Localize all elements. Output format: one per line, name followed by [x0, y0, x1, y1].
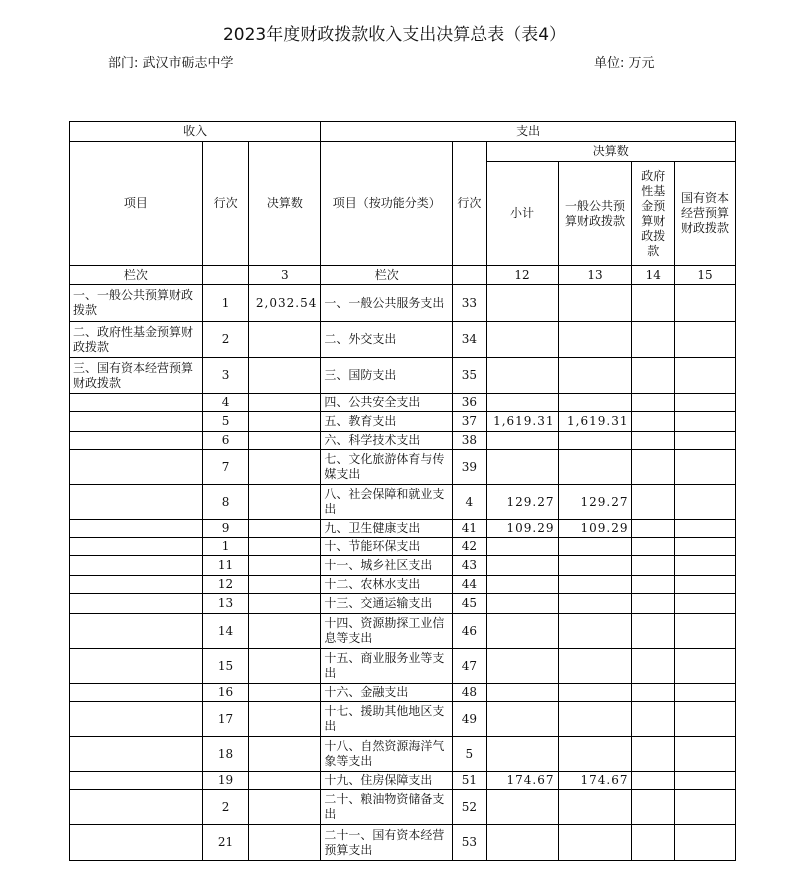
general-budget-cell	[558, 684, 632, 702]
subtotal-cell	[486, 576, 558, 594]
general-budget-cell: 109.29	[558, 520, 632, 538]
function-row-cell: 46	[453, 614, 486, 649]
subtotal-cell: 1,619.31	[486, 412, 558, 432]
subtotal-cell	[486, 358, 558, 394]
fund-budget-cell	[632, 649, 675, 684]
amount-cell	[249, 684, 321, 702]
income-item-cell	[70, 576, 203, 594]
amount-cell: 2,032.54	[249, 285, 321, 322]
table-row	[70, 649, 736, 684]
function-row-cell: 42	[453, 538, 486, 556]
function-item-cell: 十、节能环保支出	[321, 538, 453, 556]
state-capital-cell	[675, 432, 736, 450]
income-item-cell	[70, 772, 203, 790]
page-title: 2023年度财政拨款收入支出决算总表（表4）	[222, 25, 567, 45]
state-capital-cell	[675, 538, 736, 556]
amount-cell	[249, 790, 321, 825]
function-item-cell: 十七、援助其他地区支出	[321, 702, 453, 737]
fund-budget-cell	[632, 594, 675, 614]
function-row-cell: 51	[453, 772, 486, 790]
function-row-cell: 45	[453, 594, 486, 614]
income-item-cell: 三、国有资本经营预算财政拨款	[70, 358, 203, 394]
general-budget-cell	[558, 358, 632, 394]
fund-budget-cell	[632, 614, 675, 649]
state-capital-cell	[675, 520, 736, 538]
general-budget-cell	[558, 594, 632, 614]
income-item-cell	[70, 702, 203, 737]
fund-budget-cell	[632, 825, 675, 861]
function-item-cell: 八、社会保障和就业支出	[321, 485, 453, 520]
fund-budget-cell	[632, 432, 675, 450]
fund-budget-cell	[632, 790, 675, 825]
row-number-cell: 15	[202, 649, 249, 684]
general-budget-cell	[558, 394, 632, 412]
general-budget-cell	[558, 576, 632, 594]
general-budget-cell	[558, 790, 632, 825]
amount-cell	[249, 432, 321, 450]
subtotal-cell	[486, 614, 558, 649]
table-row	[70, 737, 736, 772]
function-item-cell: 十五、商业服务业等支出	[321, 649, 453, 684]
income-item-cell: 一、一般公共预算财政拨款	[70, 285, 203, 322]
income-header: 收入	[70, 122, 321, 142]
fund-budget-cell	[632, 394, 675, 412]
subtotal-cell	[486, 594, 558, 614]
function-item-cell: 二十、粮油物资储备支出	[321, 790, 453, 825]
fund-budget-cell	[632, 576, 675, 594]
amount-cell	[249, 485, 321, 520]
state-capital-cell	[675, 594, 736, 614]
function-row-cell: 43	[453, 556, 486, 576]
table-row	[70, 322, 736, 358]
subtotal-cell: 129.27	[486, 485, 558, 520]
fund-budget-cell	[632, 412, 675, 432]
fund-budget-cell	[632, 450, 675, 485]
table-row	[70, 450, 736, 485]
function-row-cell: 53	[453, 825, 486, 861]
table-row	[70, 394, 736, 412]
table-row	[70, 772, 736, 790]
fund-budget-cell	[632, 684, 675, 702]
general-budget-cell: 129.27	[558, 485, 632, 520]
table-row	[70, 790, 736, 825]
col-amount-header: 决算数	[249, 142, 321, 266]
state-capital-cell	[675, 450, 736, 485]
amount-cell	[249, 412, 321, 432]
row-number-cell: 7	[202, 450, 249, 485]
fund-budget-cell	[632, 322, 675, 358]
function-item-cell: 六、科学技术支出	[321, 432, 453, 450]
function-item-cell: 三、国防支出	[321, 358, 453, 394]
lanci-c13: 13	[558, 266, 632, 285]
fund-budget-cell	[632, 772, 675, 790]
amount-cell	[249, 520, 321, 538]
fund-budget-cell	[632, 737, 675, 772]
general-budget-cell	[558, 322, 632, 358]
amount-cell	[249, 322, 321, 358]
lanci-c14: 14	[632, 266, 675, 285]
subtotal-cell	[486, 556, 558, 576]
lanci-amount-index: 3	[249, 266, 321, 285]
state-capital-cell	[675, 322, 736, 358]
amount-cell	[249, 538, 321, 556]
income-item-cell	[70, 737, 203, 772]
subtotal-cell	[486, 322, 558, 358]
row-number-cell: 8	[202, 485, 249, 520]
table-row	[70, 520, 736, 538]
row-number-cell: 19	[202, 772, 249, 790]
income-item-cell	[70, 538, 203, 556]
income-item-cell	[70, 825, 203, 861]
amount-cell	[249, 358, 321, 394]
col-state-header: 国有资本经营预算财政拨款	[675, 162, 736, 266]
income-item-cell	[70, 594, 203, 614]
income-item-cell	[70, 649, 203, 684]
income-item-cell	[70, 394, 203, 412]
amount-cell	[249, 576, 321, 594]
state-capital-cell	[675, 485, 736, 520]
row-number-cell: 1	[202, 285, 249, 322]
table-row	[70, 556, 736, 576]
row-number-cell: 9	[202, 520, 249, 538]
col-subtotal-header: 小计	[486, 162, 558, 266]
lanci-label-right: 栏次	[321, 266, 453, 285]
state-capital-cell	[675, 556, 736, 576]
general-budget-cell: 174.67	[558, 772, 632, 790]
income-item-cell	[70, 485, 203, 520]
state-capital-cell	[675, 772, 736, 790]
lanci-c15: 15	[675, 266, 736, 285]
col-func-item-header: 项目（按功能分类）	[321, 142, 453, 266]
fund-budget-cell	[632, 485, 675, 520]
function-row-cell: 47	[453, 649, 486, 684]
state-capital-cell	[675, 285, 736, 322]
income-item-cell	[70, 520, 203, 538]
general-budget-cell	[558, 649, 632, 684]
function-item-cell: 十六、金融支出	[321, 684, 453, 702]
function-item-cell: 十二、农林水支出	[321, 576, 453, 594]
general-budget-cell	[558, 538, 632, 556]
function-item-cell: 二十一、国有资本经营预算支出	[321, 825, 453, 861]
row-number-cell: 4	[202, 394, 249, 412]
row-number-cell: 3	[202, 358, 249, 394]
subtotal-cell	[486, 450, 558, 485]
amount-cell	[249, 772, 321, 790]
row-number-cell: 16	[202, 684, 249, 702]
general-budget-cell: 1,619.31	[558, 412, 632, 432]
function-item-cell: 九、卫生健康支出	[321, 520, 453, 538]
state-capital-cell	[675, 412, 736, 432]
income-item-cell	[70, 556, 203, 576]
function-row-cell: 35	[453, 358, 486, 394]
row-number-cell: 5	[202, 412, 249, 432]
income-item-cell	[70, 432, 203, 450]
state-capital-cell	[675, 394, 736, 412]
subtotal-cell	[486, 285, 558, 322]
table-row	[70, 538, 736, 556]
income-item-cell	[70, 684, 203, 702]
function-row-cell: 44	[453, 576, 486, 594]
lanci-label-left: 栏次	[70, 266, 203, 285]
subtotal-cell	[486, 790, 558, 825]
col-item-header: 项目	[70, 142, 203, 266]
state-capital-cell	[675, 576, 736, 594]
amount-cell	[249, 825, 321, 861]
row-number-cell: 13	[202, 594, 249, 614]
state-capital-cell	[675, 614, 736, 649]
function-row-cell: 33	[453, 285, 486, 322]
function-row-cell: 52	[453, 790, 486, 825]
table-row	[70, 684, 736, 702]
general-budget-cell	[558, 702, 632, 737]
row-number-cell: 1	[202, 538, 249, 556]
table-row	[70, 576, 736, 594]
subtotal-cell	[486, 684, 558, 702]
general-budget-cell	[558, 556, 632, 576]
state-capital-cell	[675, 790, 736, 825]
lanci-c12: 12	[486, 266, 558, 285]
function-item-cell: 七、文化旅游体育与传媒支出	[321, 450, 453, 485]
decision-count-header: 决算数	[486, 142, 735, 162]
income-item-cell: 二、政府性基金预算财政拨款	[70, 322, 203, 358]
function-row-cell: 49	[453, 702, 486, 737]
subtotal-cell: 174.67	[486, 772, 558, 790]
table-row	[70, 614, 736, 649]
state-capital-cell	[675, 702, 736, 737]
row-number-cell: 2	[202, 790, 249, 825]
function-item-cell: 一、一般公共服务支出	[321, 285, 453, 322]
fund-budget-cell	[632, 556, 675, 576]
subtotal-cell	[486, 649, 558, 684]
fund-budget-cell	[632, 358, 675, 394]
amount-cell	[249, 614, 321, 649]
function-item-cell: 五、教育支出	[321, 412, 453, 432]
col-row2-header: 行次	[453, 142, 486, 266]
amount-cell	[249, 594, 321, 614]
subtotal-cell: 109.29	[486, 520, 558, 538]
fund-budget-cell	[632, 538, 675, 556]
table-row	[70, 485, 736, 520]
subtotal-cell	[486, 825, 558, 861]
row-number-cell: 14	[202, 614, 249, 649]
income-item-cell	[70, 614, 203, 649]
row-number-cell: 12	[202, 576, 249, 594]
col-general-header: 一般公共预算财政拨款	[558, 162, 632, 266]
general-budget-cell	[558, 285, 632, 322]
expense-header: 支出	[321, 122, 736, 142]
budget-table	[69, 121, 736, 861]
state-capital-cell	[675, 825, 736, 861]
function-item-cell: 十三、交通运输支出	[321, 594, 453, 614]
department-label: 部门: 武汉市砺志中学	[108, 56, 234, 71]
function-item-cell: 十九、住房保障支出	[321, 772, 453, 790]
table-row	[70, 594, 736, 614]
table-row	[70, 285, 736, 322]
row-number-cell: 2	[202, 322, 249, 358]
state-capital-cell	[675, 649, 736, 684]
function-row-cell: 39	[453, 450, 486, 485]
function-row-cell: 41	[453, 520, 486, 538]
row-number-cell: 21	[202, 825, 249, 861]
function-item-cell: 四、公共安全支出	[321, 394, 453, 412]
function-row-cell: 38	[453, 432, 486, 450]
general-budget-cell	[558, 737, 632, 772]
fund-budget-cell	[632, 520, 675, 538]
row-number-cell: 6	[202, 432, 249, 450]
function-row-cell: 36	[453, 394, 486, 412]
col-row-header: 行次	[202, 142, 249, 266]
fund-budget-cell	[632, 285, 675, 322]
function-item-cell: 二、外交支出	[321, 322, 453, 358]
amount-cell	[249, 702, 321, 737]
row-number-cell: 11	[202, 556, 249, 576]
income-item-cell	[70, 790, 203, 825]
general-budget-cell	[558, 614, 632, 649]
function-item-cell: 十八、自然资源海洋气象等支出	[321, 737, 453, 772]
function-item-cell: 十一、城乡社区支出	[321, 556, 453, 576]
table-row	[70, 412, 736, 432]
income-item-cell	[70, 412, 203, 432]
state-capital-cell	[675, 737, 736, 772]
state-capital-cell	[675, 684, 736, 702]
amount-cell	[249, 737, 321, 772]
fund-budget-cell	[632, 702, 675, 737]
col-fund-header: 政府性基金预算财政拨款	[632, 162, 675, 266]
subtotal-cell	[486, 538, 558, 556]
function-item-cell: 十四、资源勘探工业信息等支出	[321, 614, 453, 649]
table-row	[70, 432, 736, 450]
income-item-cell	[70, 450, 203, 485]
subtotal-cell	[486, 394, 558, 412]
general-budget-cell	[558, 432, 632, 450]
subtotal-cell	[486, 432, 558, 450]
state-capital-cell	[675, 358, 736, 394]
subtotal-cell	[486, 737, 558, 772]
general-budget-cell	[558, 450, 632, 485]
subtotal-cell	[486, 702, 558, 737]
row-number-cell: 17	[202, 702, 249, 737]
function-row-cell: 34	[453, 322, 486, 358]
amount-cell	[249, 394, 321, 412]
function-row-cell: 48	[453, 684, 486, 702]
table-row	[70, 702, 736, 737]
general-budget-cell	[558, 825, 632, 861]
row-number-cell: 18	[202, 737, 249, 772]
amount-cell	[249, 450, 321, 485]
unit-label: 单位: 万元	[594, 56, 655, 71]
table-row	[70, 358, 736, 394]
amount-cell	[249, 556, 321, 576]
function-row-cell: 37	[453, 412, 486, 432]
function-row-cell: 5	[453, 737, 486, 772]
table-row	[70, 825, 736, 861]
function-row-cell: 4	[453, 485, 486, 520]
amount-cell	[249, 649, 321, 684]
